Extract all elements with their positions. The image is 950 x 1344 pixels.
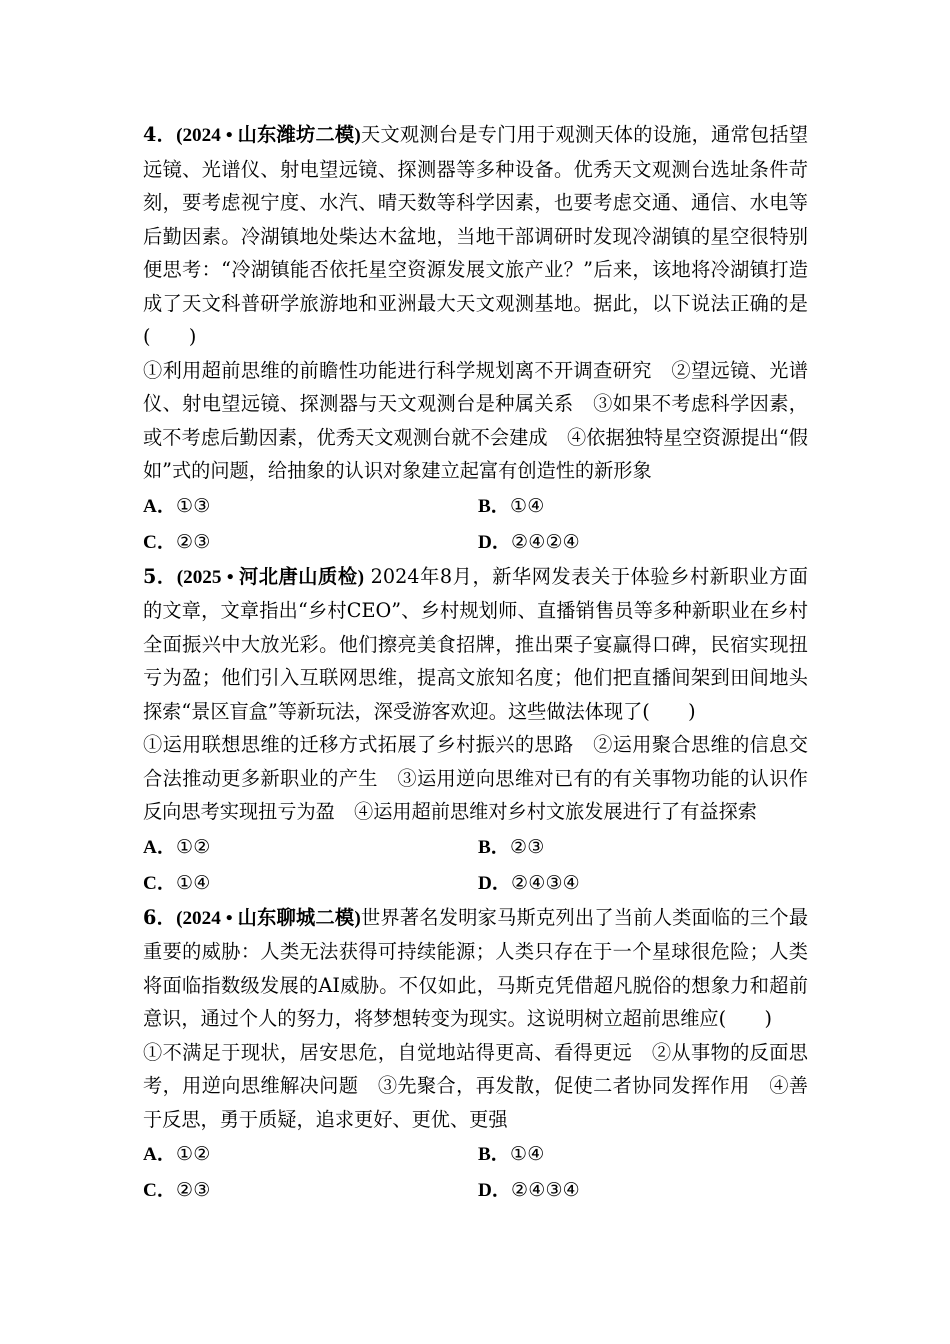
- answer-options: [143, 488, 808, 560]
- option-text: ①④: [510, 493, 545, 517]
- option-letter: B．: [478, 495, 510, 517]
- question-statements: ①不满足于现状，居安思危，自觉地站得更高、看得更远 ②从事物的反面思考，用逆向思维解决问题 ③先聚合，再发散，促使二者协同发挥作用 ④善于反思，勇于质疑，追求更好、更优、更强: [143, 1040, 808, 1131]
- option-text: ②④③④: [511, 870, 580, 894]
- option-text: ①②: [176, 1142, 211, 1165]
- option-letter: B．: [478, 1144, 510, 1165]
- option-letter: C．: [143, 1180, 177, 1201]
- option-letter: A．: [143, 1144, 177, 1165]
- option-letter: C．: [143, 531, 177, 553]
- question-text: 天文观测台是专门用于观测天体的设施，通常包括望远镜、光谱仪、射电望远镜、探测器等多种设备。优秀天文观测台选址条件苛刻，要考虑视宁度、水汽、晴天数等科学因素，也要考虑交通、通信、水电等后勤因素。冷湖镇地处柴达木盆地，当地干部调研时发现冷湖镇的星空很特别便思考：“冷湖镇能否依托星空资源发展文旅产业？”后来，该地将冷湖镇打造成了天文科普研学旅游地和亚洲最大天文观测基地。据此，以下说法正确的是( ): [143, 123, 809, 348]
- option-letter: B．: [478, 836, 510, 858]
- option-a[interactable]: [143, 829, 478, 865]
- question-number: 5．: [143, 564, 177, 588]
- option-d[interactable]: [478, 524, 808, 560]
- option-b[interactable]: [478, 1136, 808, 1172]
- option-d[interactable]: [478, 865, 808, 901]
- option-letter: A．: [143, 836, 177, 858]
- option-letter: D．: [478, 872, 512, 894]
- option-letter: D．: [478, 531, 512, 553]
- document-page: [143, 118, 808, 1208]
- option-b[interactable]: [478, 829, 808, 865]
- option-text: ①③: [176, 493, 211, 517]
- option-text: ②③: [176, 529, 211, 553]
- question-source: (2025 • 河北唐山质检): [176, 566, 364, 588]
- question-6: [143, 901, 808, 1209]
- option-a[interactable]: [143, 1136, 478, 1172]
- question-number: 4．: [143, 123, 177, 146]
- option-b[interactable]: [478, 488, 808, 524]
- question-text: 世界著名发明家马斯克列出了当前人类面临的三个最重要的威胁：人类无法获得可持续能源；人类只存在于一个星球很危险；人类将面临指数级发展的AI威胁。不仅如此，马斯克凭借超凡脱俗的想象力和超前意识，通过个人的努力，将梦想转变为现实。这说明树立超前思维应( ): [143, 905, 809, 1030]
- option-c[interactable]: [143, 524, 478, 560]
- option-text: ①④: [176, 870, 211, 894]
- option-letter: C．: [143, 872, 177, 894]
- option-a[interactable]: [143, 488, 478, 524]
- option-text: ②③: [176, 1178, 211, 1201]
- option-d[interactable]: [478, 1172, 808, 1208]
- question-stem: [143, 560, 808, 729]
- question-text: 2024年8月，新华网发表关于体验乡村新职业方面的文章，文章指出“乡村CEO”、乡村规划师、直播销售员等多种新职业在乡村全面振兴中大放光彩。他们擦亮美食招牌，推出栗子宴赢得口碑，民宿实现扭亏为盈；他们引入互联网思维，提高文旅知名度；他们把直播间架到田间地头探索“景区盲盒”等新玩法，深受游客欢迎。这些做法体现了( ): [143, 564, 808, 723]
- question-stem: [143, 901, 808, 1036]
- option-c[interactable]: [143, 1172, 478, 1208]
- question-5: [143, 560, 808, 901]
- question-4: [143, 118, 808, 560]
- question-statements: ①运用联想思维的迁移方式拓展了乡村振兴的思路 ②运用聚合思维的信息交合法推动更多新职业的产生 ③运用逆向思维对已有的有关事物功能的认识作反向思考实现扭亏为盈 ④运用超前思维对乡村文旅发展进行了有益探索: [143, 733, 808, 823]
- option-text: ②③: [510, 834, 545, 858]
- answer-options: [143, 1136, 808, 1208]
- question-source: (2024 • 山东潍坊二模): [176, 125, 361, 146]
- question-source: (2024 • 山东聊城二模): [176, 907, 361, 929]
- option-text: ①④: [510, 1142, 545, 1165]
- option-letter: A．: [143, 495, 177, 517]
- question-number: 6．: [143, 905, 177, 929]
- option-letter: D．: [478, 1180, 512, 1201]
- option-text: ①②: [176, 834, 211, 858]
- answer-options: [143, 829, 808, 901]
- option-c[interactable]: [143, 865, 478, 901]
- question-statements: ①利用超前思维的前瞻性功能进行科学规划离不开调查研究 ②望远镜、光谱仪、射电望远镜、探测器与天文观测台是种属关系 ③如果不考虑科学因素，或不考虑后勤因素，优秀天文观测台就不会建成 ④依据独特星空资源提出“假如”式的问题，给抽象的认识对象建立起富有创造性的新形象: [143, 358, 808, 482]
- question-stem: [143, 118, 808, 354]
- option-text: ②④③④: [511, 1178, 580, 1201]
- option-text: ②④②④: [511, 529, 580, 553]
